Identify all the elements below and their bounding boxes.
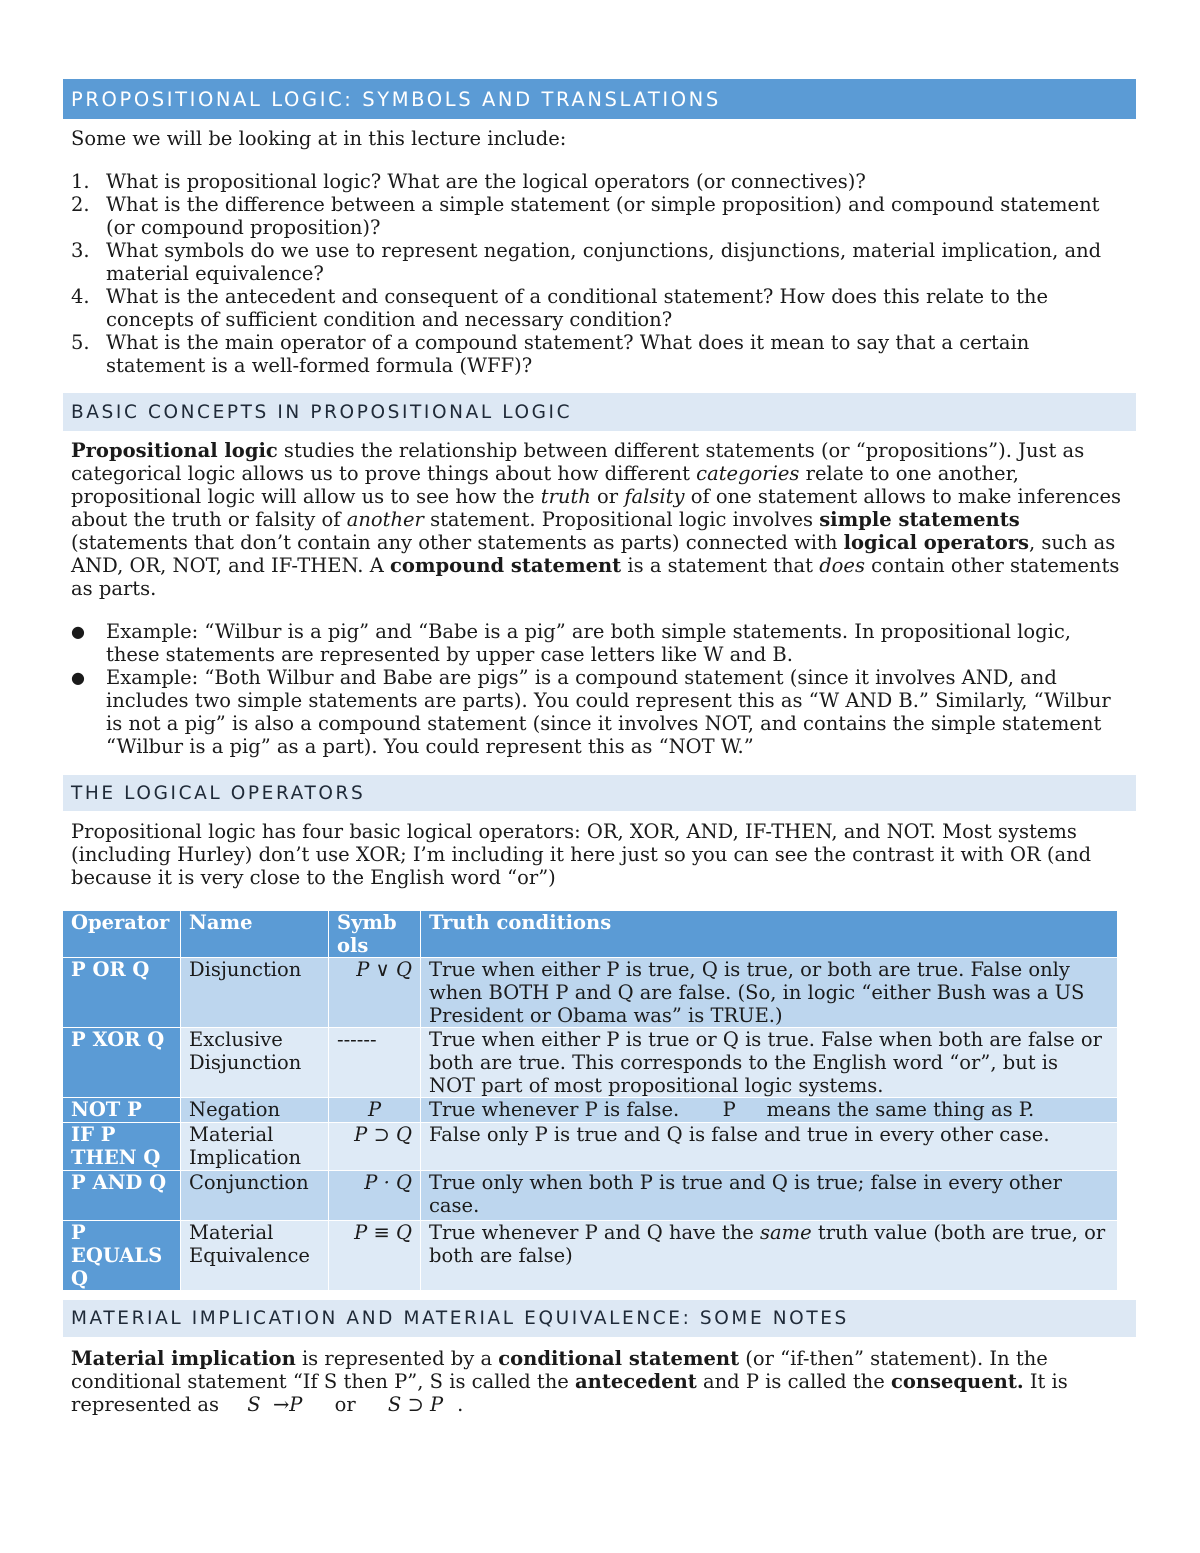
question-item: 4. What is the antecedent and consequent of a conditional statement? How does this relate to the concepts of sufficient condition and necessary condition? [71, 285, 1049, 331]
intro-text: Some we will be looking at in this lecture include: [71, 127, 567, 150]
section-title: PROPOSITIONAL LOGIC: SYMBOLS AND TRANSLATIONS [71, 87, 721, 111]
formula-horseshoe: S ⊃ P [387, 1393, 444, 1416]
column-header-symbols: Symb ols [329, 911, 421, 958]
table-row: P XOR Q Exclusive Disjunction ------ True when either P is true or Q is true. False when both are false or both are true. This corresponds to the English word “or”, but is NOT part of most propositional logic systems. [63, 1028, 1118, 1098]
bullet-icon: ● [71, 668, 85, 687]
intro-block [71, 127, 1136, 150]
column-header-name: Name [181, 911, 329, 958]
question-item: 2. What is the difference between a simple statement (or simple proposition) and compound statement (or compound proposition)? [71, 193, 1100, 239]
column-header-truth-conditions: Truth conditions [421, 911, 1118, 958]
section-title: BASIC CONCEPTS IN PROPOSITIONAL LOGIC [71, 401, 573, 423]
question-item: 5. What is the main operator of a compound statement? What does it mean to say that a certain statement is a well-formed formula (WFF)? [71, 331, 1030, 377]
questions-list-block [71, 170, 1111, 377]
list-item: ● Example: “Wilbur is a pig” and “Babe is a pig” are both simple statements. In propositional logic, these statements are represented by upper case letters like W and B. [71, 620, 1071, 666]
operators-intro: Propositional logic has four basic logical operators: OR, XOR, AND, IF-THEN, and NOT. Most systems (including Hurley) don’t use XOR; I’m including it here just so you can see the contrast it with OR (and because it is very close to the English word “or”) [71, 820, 1092, 889]
formula-arrow: S →P [247, 1393, 303, 1416]
section-heading-logical-operators [63, 775, 1136, 811]
table-row: NOT P Negation P True whenever P is false. P means the same thing as P. [63, 1098, 1118, 1123]
section-heading-material-implication [63, 1300, 1136, 1337]
section-title: MATERIAL IMPLICATION AND MATERIAL EQUIVALENCE: SOME NOTES [71, 1308, 849, 1329]
questions-list [71, 170, 1111, 377]
table-header-row [63, 911, 1118, 958]
question-item: 3. What symbols do we use to represent negation, conjunctions, disjunctions, material implication, and material equivalence? [71, 239, 1102, 285]
section-title: THE LOGICAL OPERATORS [71, 782, 366, 804]
column-header-operator: Operator [63, 911, 181, 958]
question-item: 1. What is propositional logic? What are the logical operators (or connectives)? [71, 170, 866, 193]
operators-table [62, 910, 1118, 1291]
table-row: IF P THEN Q Material Implication P ⊃ Q False only P is true and Q is false and true in every other case. [63, 1123, 1118, 1171]
table-row: P AND Q Conjunction P · Q True only when both P is true and Q is true; false in every other case. [63, 1171, 1118, 1221]
examples-list-block [71, 620, 1126, 758]
table-row: P OR Q Disjunction P ∨ Q True when either P is true, Q is true, or both are true. False only when BOTH P and Q are false. (So, in logic “either Bush was a US President or Obama was” is TRUE.) [63, 958, 1118, 1028]
basic-concepts-paragraph: Propositional logic studies the relationship between different statements (or “propositions”). Just as categorical logic allows us to prove things about how different categories relate to one another, propositional logic will allow us to see how the truth or falsity of one statement allows to make inferences about the truth or falsity of another statement. Propositional logic involves simple statements (statements that don’t contain any other statements as parts) connected with logical operators, such as AND, OR, NOT, and IF-THEN. A compound statement is a statement that does contain other statements as parts. [71, 439, 1121, 600]
section-heading-basic-concepts [63, 393, 1136, 431]
examples-list [71, 620, 1126, 758]
material-implication-paragraph: Material implication is represented by a conditional statement (or “if-then” statement). In the conditional statement “If S then P”, S is called the antecedent and P is called the consequent. It is represented as S →P or S ⊃ P . [71, 1347, 1068, 1416]
bullet-icon: ● [71, 622, 85, 641]
section-heading-propositional-logic [63, 79, 1136, 119]
table-row: P EQUALS Q Material Equivalence P ≡ Q True whenever P and Q have the same truth value (both are true, or both are false) [63, 1221, 1118, 1291]
list-item: ● Example: “Both Wilbur and Babe are pigs” is a compound statement (since it involves AND, and includes two simple statements are parts). You could represent this as “W AND B.” Similarly, “Wilbur is not a pig” is also a compound statement (since it involves NOT, and contains the simple statement “Wilbur is a pig” as a part). You could represent this as “NOT W.” [71, 666, 1111, 758]
